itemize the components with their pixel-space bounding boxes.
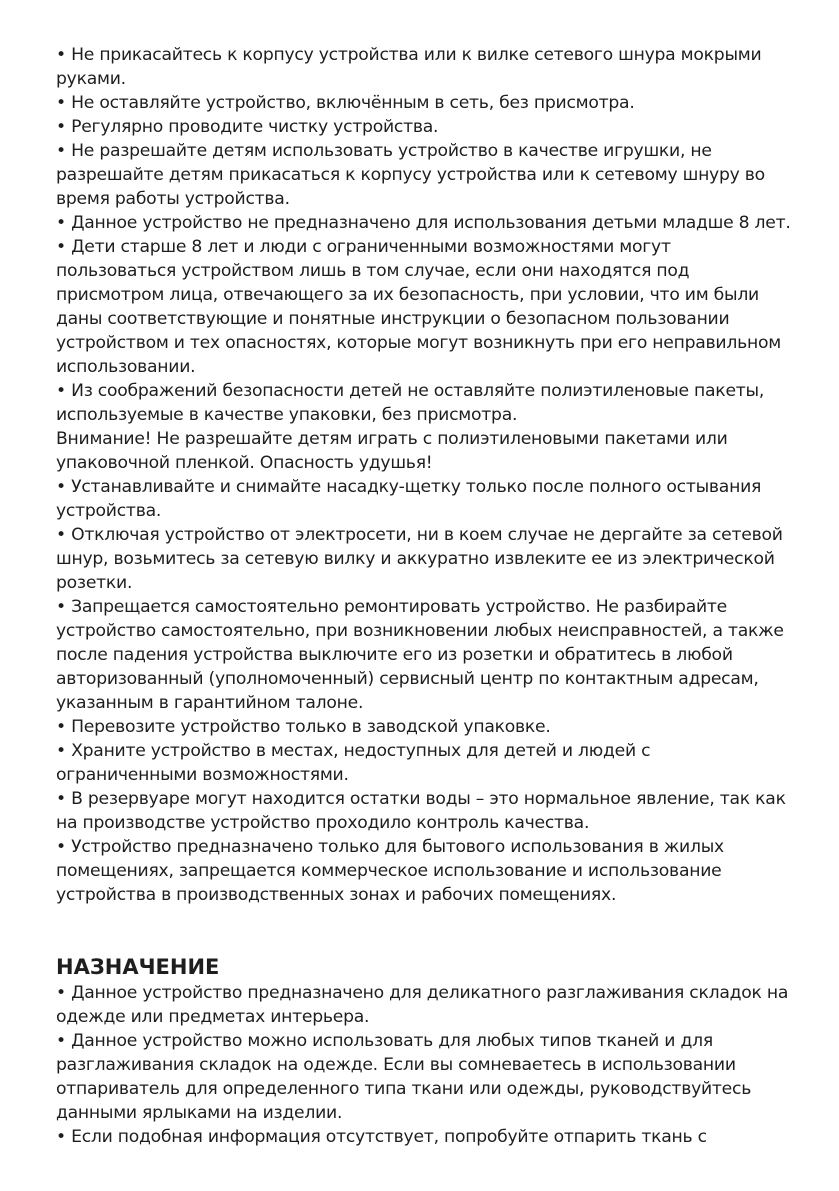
purpose-item-wrinkles: • Данное устройство предназначено для деликатного разглаживания складок на одежде или предметах интерьера.	[56, 983, 789, 1027]
safety-section	[56, 43, 796, 907]
safety-item-repair: • Запрещается самостоятельно ремонтировать устройство. Не разбирайте устройство самостоятельно, при возникновении любых неисправностей, а также после падения устройства выключите его из розетки и обратитесь в любой авторизованный (уполномоченный) сервисный центр по контактным адресам, указанным в гарантийном талоне.	[56, 597, 784, 713]
purpose-heading: НАЗНАЧЕНИЕ	[56, 955, 220, 979]
purpose-section	[56, 953, 796, 1149]
section-spacer	[56, 907, 796, 953]
safety-item-plastic-bags: • Из соображений безопасности детей не оставляйте полиэтиленовые пакеты, используемые в качестве упаковки, без присмотра.	[56, 381, 765, 425]
safety-item-unattended: • Не оставляйте устройство, включённым в сеть, без присмотра.	[56, 93, 635, 113]
safety-item-cleaning: • Регулярно проводите чистку устройства.	[56, 117, 439, 137]
safety-item-transport: • Перевозите устройство только в заводской упаковке.	[56, 717, 551, 737]
safety-item-storage: • Храните устройство в местах, недоступных для детей и людей с ограниченными возможностями.	[56, 741, 651, 785]
safety-item-children-toy: • Не разрешайте детям использовать устройство в качестве игрушки, не разрешайте детям прикасаться к корпусу устройства или к сетевому шнуру во время работы устройства.	[56, 141, 765, 209]
safety-item-wet-hands: • Не прикасайтесь к корпусу устройства или к вилке сетевого шнура мокрыми руками.	[56, 45, 762, 89]
purpose-item-test-fabric: • Если подобная информация отсутствует, попробуйте отпарить ткань с	[56, 1127, 707, 1147]
safety-item-brush-nozzle: • Устанавливайте и снимайте насадку-щетку только после полного остывания устройства.	[56, 477, 762, 521]
safety-item-residual-water: • В резервуаре могут находится остатки воды – это нормальное явление, так как на производстве устройство проходило контроль качества.	[56, 789, 786, 833]
safety-item-supervision: • Дети старше 8 лет и люди с ограниченными возможностями могут пользоваться устройством лишь в том случае, если они находятся под присмотром лица, отвечающего за их безопасность, при условии, что им были даны соответствующие и понятные инструкции о безопасном пользовании устройством и тех опасностях, которые могут возникнуть при его неправильном использовании.	[56, 237, 781, 377]
document-page	[56, 43, 796, 1149]
safety-item-household-use: • Устройство предназначено только для бытового использования в жилых помещениях, запрещается коммерческое использование и использование устройства в производственных зонах и рабочих помещениях.	[56, 837, 724, 905]
safety-item-unplugging: • Отключая устройство от электросети, ни в коем случае не дергайте за сетевой шнур, возьмитесь за сетевую вилку и аккуратно извлеките ее из электрической розетки.	[56, 525, 783, 593]
safety-warning-suffocation: Внимание! Не разрешайте детям играть с полиэтиленовыми пакетами или упаковочной пленкой. Опасность удушья!	[56, 429, 728, 473]
safety-item-age-limit: • Данное устройство не предназначено для использования детьми младше 8 лет.	[56, 213, 791, 233]
purpose-item-fabric-types: • Данное устройство можно использовать для любых типов тканей и для разглаживания складок на одежде. Если вы сомневаетесь в использовании отпариватель для определенного типа ткани или одежды, руководствуйтесь данными ярлыками на изделии.	[56, 1031, 752, 1123]
